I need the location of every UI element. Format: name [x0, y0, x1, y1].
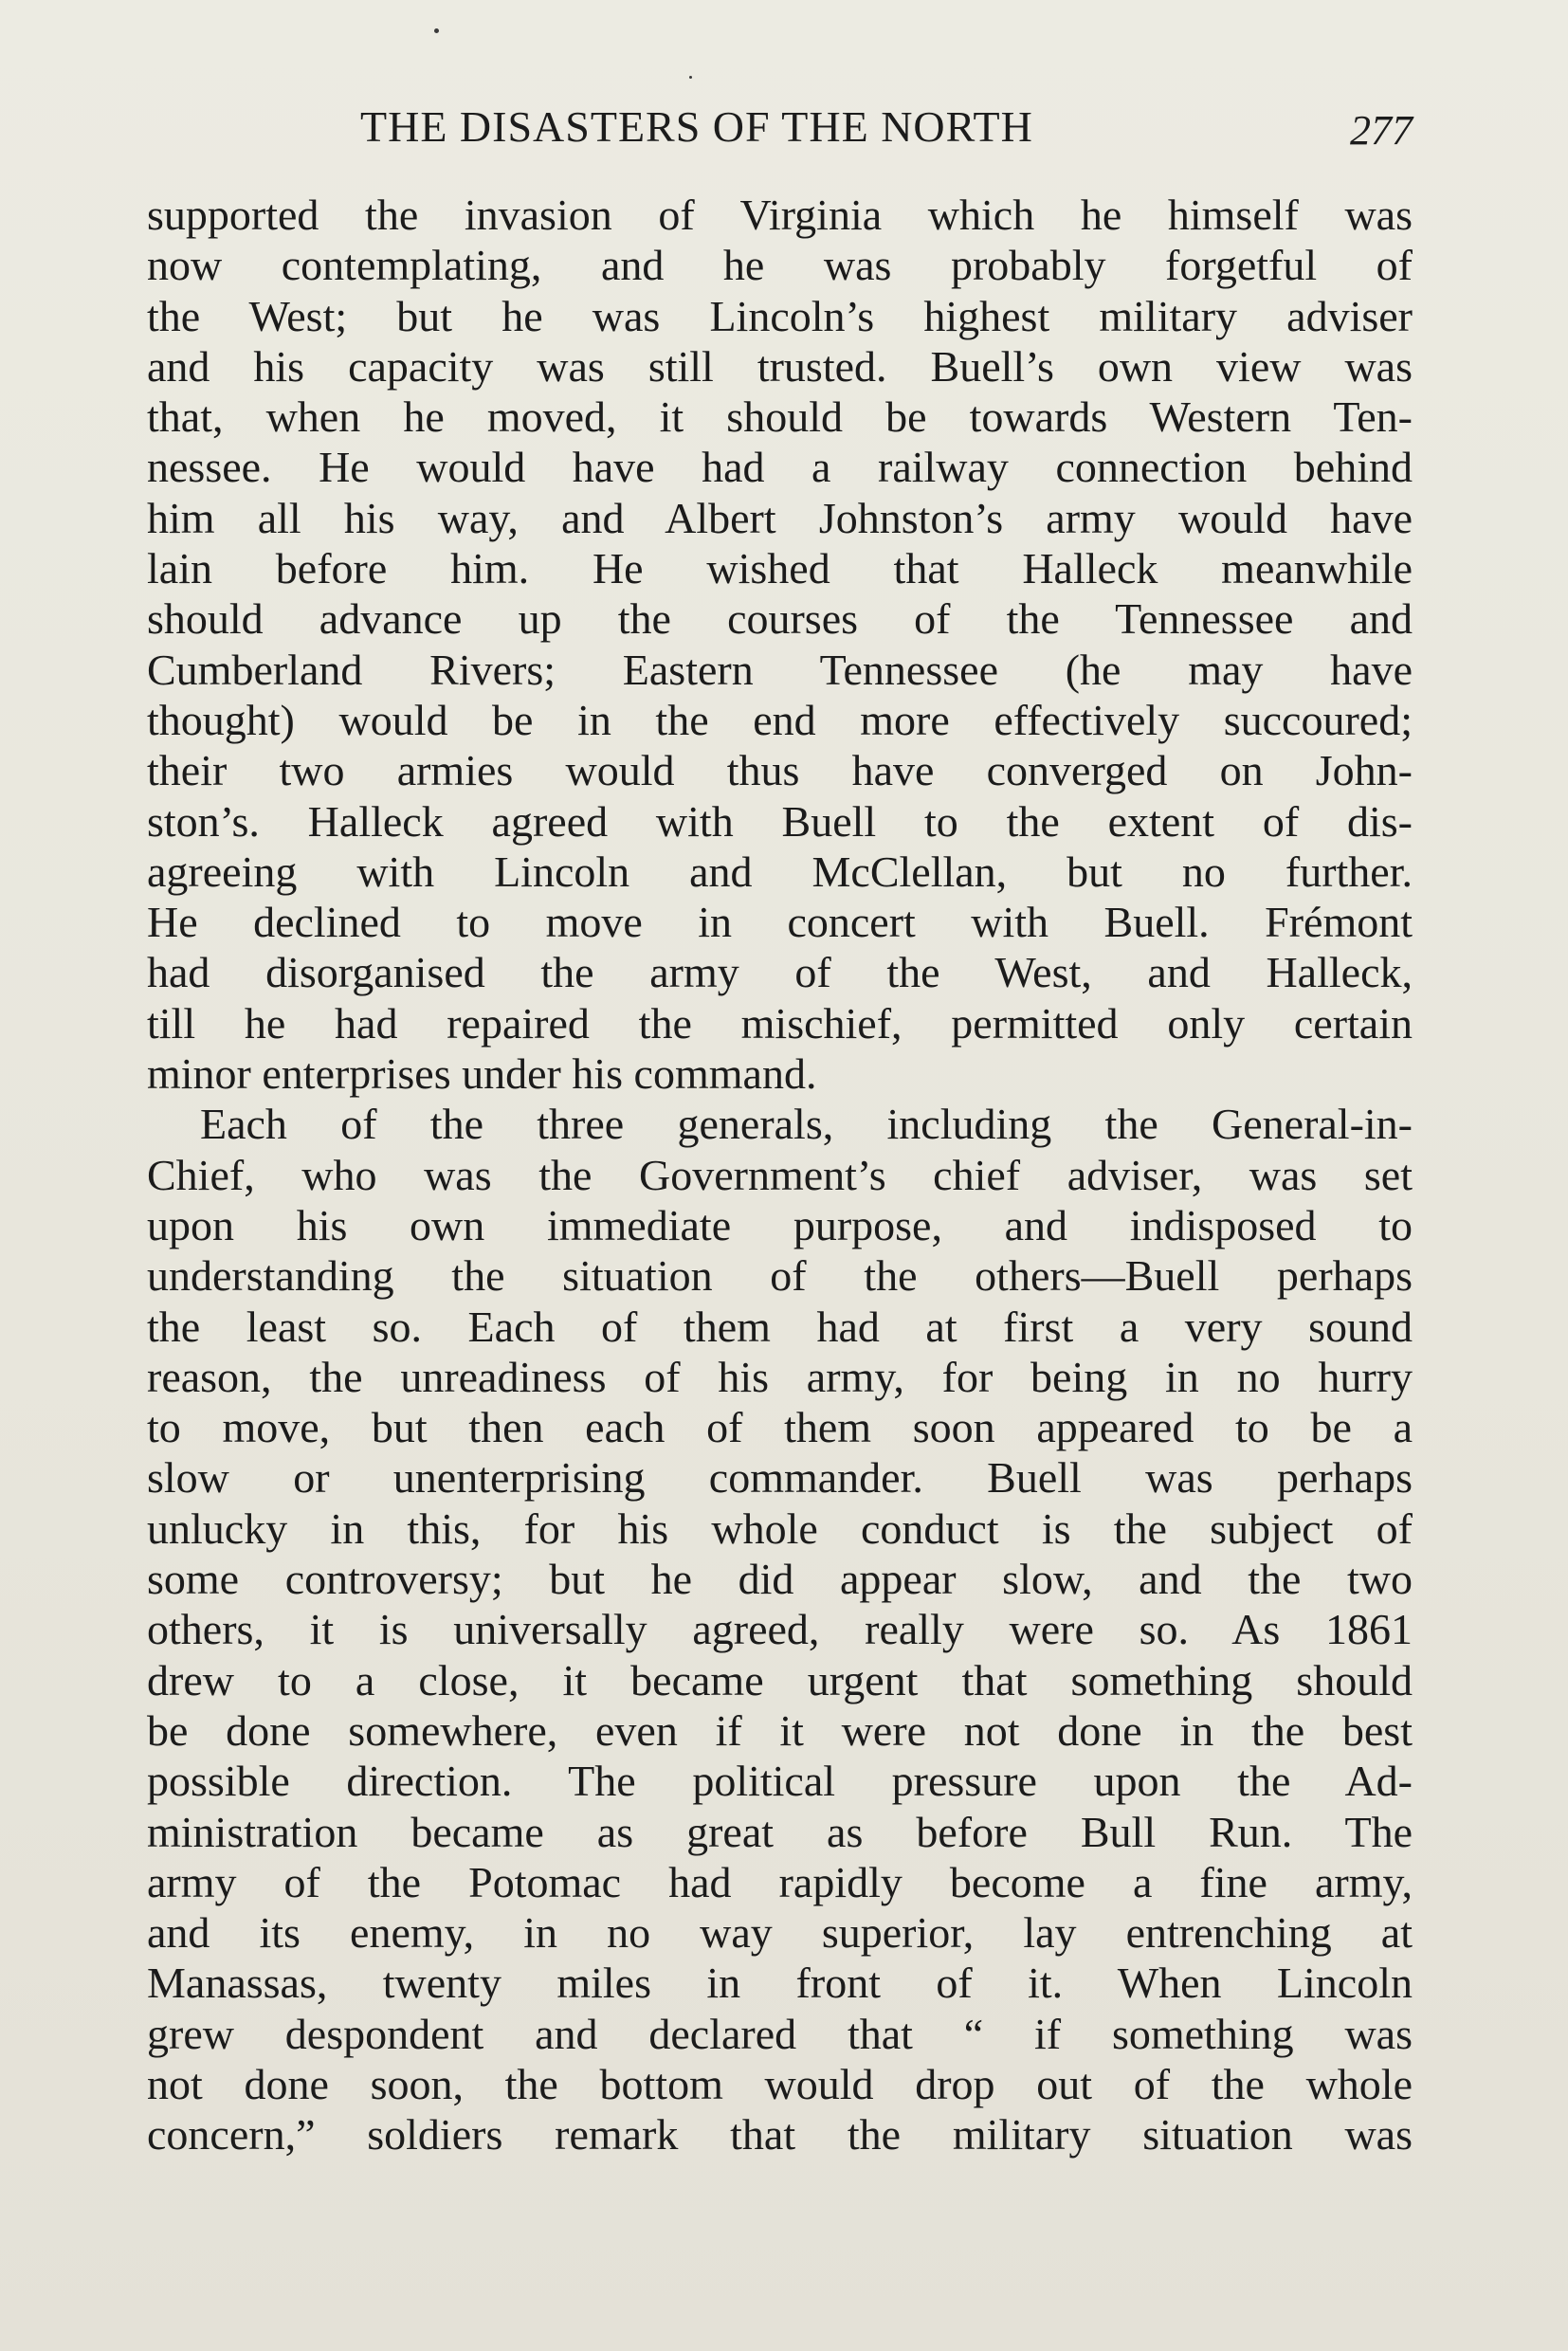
- text-line: not done soon, the bottom would drop out of the whole: [147, 2059, 1413, 2108]
- text-line: Chief, who was the Government’s chief adviser, was set: [147, 1150, 1413, 1199]
- running-head: [360, 99, 1413, 155]
- text-line: now contemplating, and he was probably forgetful of: [147, 241, 1413, 290]
- text-line: agreeing with Lincoln and McClellan, but no further.: [147, 847, 1413, 896]
- text-line: possible direction. The political pressure upon the Ad-: [147, 1757, 1413, 1806]
- text-line: him all his way, and Albert Johnston’s army would have: [147, 493, 1413, 542]
- paragraph-first-line: Each of the three generals, including the General-in-: [200, 1100, 1413, 1149]
- text-line: had disorganised the army of the West, and Halleck,: [147, 948, 1413, 997]
- text-line: slow or unenterprising commander. Buell was perhaps: [147, 1453, 1413, 1503]
- text-line: the West; but he was Lincoln’s highest military adviser: [147, 291, 1413, 340]
- text-line: that, when he moved, it should be towards Western Ten-: [147, 392, 1413, 442]
- page-number: 277: [1350, 107, 1413, 154]
- text-line: ston’s. Halleck agreed with Buell to the extent of dis-: [147, 796, 1413, 846]
- text-line: supported the invasion of Virginia which he himself was: [147, 191, 1413, 239]
- text-line: till he had repaired the mischief, permitted only certain: [147, 998, 1413, 1048]
- text-line: Cumberland Rivers; Eastern Tennessee (he may have: [147, 645, 1413, 694]
- text-line: and its enemy, in no way superior, lay entrenching at: [147, 1908, 1413, 1958]
- text-line: nessee. He would have had a railway connection behind: [147, 443, 1413, 492]
- text-line: understanding the situation of the others—Buell perhaps: [147, 1251, 1413, 1301]
- text-line: ministration became as great as before Bull Run. The: [147, 1807, 1413, 1856]
- text-line: and his capacity was still trusted. Buell’s own view was: [147, 341, 1413, 391]
- text-line: others, it is universally agreed, really were so. As 1861: [147, 1605, 1413, 1654]
- text-line: reason, the unreadiness of his army, for being in no hurry: [147, 1352, 1413, 1401]
- text-line: should advance up the courses of the Tennessee and: [147, 594, 1413, 644]
- text-line: their two armies would thus have converged on John-: [147, 746, 1413, 795]
- text-line: Manassas, twenty miles in front of it. When Lincoln: [147, 1959, 1413, 2008]
- text-line: army of the Potomac had rapidly become a fine army,: [147, 1857, 1413, 1906]
- text-line: be done somewhere, even if it were not done in the best: [147, 1705, 1413, 1755]
- ink-speck: [689, 76, 692, 79]
- text-line: He declined to move in concert with Buell. Frémont: [147, 898, 1413, 947]
- running-head-title: THE DISASTERS OF THE NORTH: [360, 102, 1033, 151]
- text-line: some controversy; but he did appear slow, and the two: [147, 1555, 1413, 1604]
- body-text: [147, 190, 1413, 2160]
- text-line: upon his own immediate purpose, and indisposed to: [147, 1200, 1413, 1249]
- text-line: lain before him. He wished that Halleck meanwhile: [147, 544, 1413, 593]
- text-line: the least so. Each of them had at first a very sound: [147, 1302, 1413, 1351]
- paragraph-last-line: minor enterprises under his command.: [147, 1049, 817, 1099]
- text-line: unlucky in this, for his whole conduct is the subject of: [147, 1504, 1413, 1553]
- text-line: grew despondent and declared that “ if something was: [147, 2009, 1413, 2058]
- text-line: thought) would be in the end more effectively succoured;: [147, 695, 1413, 744]
- text-line: drew to a close, it became urgent that something should: [147, 1655, 1413, 1704]
- ink-speck: [434, 28, 439, 33]
- text-line: to move, but then each of them soon appeared to be a: [147, 1403, 1413, 1452]
- text-line: concern,” soldiers remark that the military situation was: [147, 2110, 1413, 2160]
